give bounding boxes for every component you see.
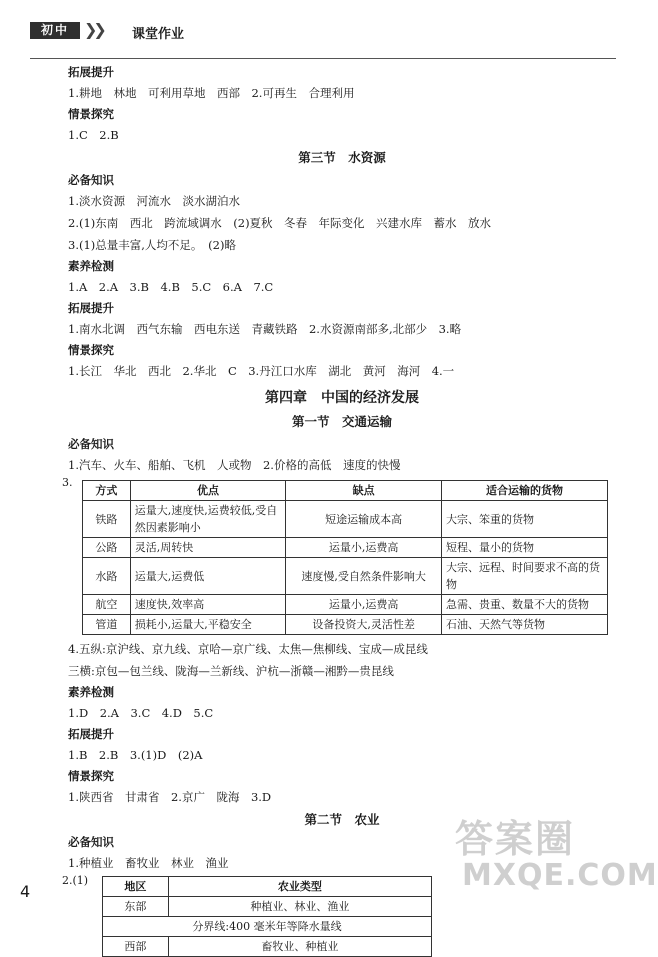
agriculture-table: [102, 876, 432, 957]
section-heading: 必备知识: [68, 173, 114, 187]
section-heading: 拓展提升: [68, 65, 114, 79]
table-cell: 损耗小,运量大,平稳安全: [130, 615, 286, 635]
section-heading: 素养检测: [68, 259, 114, 273]
answer-line: 1.B 2.B 3.(1)D (2)A: [68, 748, 203, 762]
table-row: [83, 538, 608, 558]
answer-lines-top: [68, 62, 616, 476]
answer-line: 1.C 2.B: [68, 128, 119, 142]
answer-line: 3.(1)总量丰富,人均不足。 (2)略: [68, 238, 236, 252]
answer-line: 1.陕西省 甘肃省 2.京广 陇海 3.D: [68, 790, 272, 804]
question-number: 3.: [62, 476, 73, 489]
page-header: [30, 20, 616, 40]
section-heading: 必备知识: [68, 437, 114, 451]
section-heading: 拓展提升: [68, 727, 114, 741]
section-heading: 拓展提升: [68, 301, 114, 315]
page-number: 4: [20, 882, 31, 901]
table-header-cell: 适合运输的货物: [441, 481, 607, 501]
table-cell: 设备投资大,灵活性差: [286, 615, 442, 635]
answer-line: 1.耕地 林地 可利用草地 西部 2.可再生 合理利用: [68, 86, 355, 100]
table-row: [83, 501, 608, 538]
table-cell: 运量大,速度快,运费较低,受自然因素影响小: [130, 501, 286, 538]
chapter-title: 第四章 中国的经济发展: [265, 390, 419, 406]
section-heading: 情景探究: [68, 343, 114, 357]
section-title: 第三节 水资源: [298, 150, 386, 165]
table-header-cell: 优点: [130, 481, 286, 501]
table-cell: 运量大,运费低: [130, 558, 286, 595]
table-cell: 短途运输成本高: [286, 501, 442, 538]
table-cell: 大宗、笨重的货物: [441, 501, 607, 538]
table-row: [103, 917, 432, 937]
table-header-row: [103, 877, 432, 897]
table-cell: 西部: [103, 937, 169, 957]
divider-cell: 分界线:400 毫米年等降水量线: [103, 917, 432, 937]
answer-line: 1.D 2.A 3.C 4.D 5.C: [68, 706, 214, 720]
table-row: [83, 595, 608, 615]
answer-line: 1.A 2.A 3.B 4.B 5.C 6.A 7.C: [68, 280, 274, 294]
watermark-logo: 答案圈: [455, 817, 576, 861]
table-cell: 速度快,效率高: [130, 595, 286, 615]
table-row: [103, 937, 432, 957]
table-cell: 铁路: [83, 501, 131, 538]
answer-line: 1.淡水资源 河流水 淡水湖泊水: [68, 194, 240, 208]
table-header-cell: 缺点: [286, 481, 442, 501]
table-cell: 管道: [83, 615, 131, 635]
header-tag: 初中: [30, 22, 80, 39]
section-heading: 情景探究: [68, 769, 114, 783]
table-cell: 运量小,运费高: [286, 538, 442, 558]
table-cell: 公路: [83, 538, 131, 558]
answer-line: 4.五纵:京沪线、京九线、京哈—京广线、太焦—焦柳线、宝成—成昆线: [68, 642, 428, 656]
answer-line: 1.汽车、火车、船舶、飞机 人或物 2.价格的高低 速度的快慢: [68, 458, 401, 472]
question-number: 2.(1): [62, 874, 89, 887]
table-cell: 石油、天然气等货物: [441, 615, 607, 635]
table-header-row: [83, 481, 608, 501]
transport-table: [82, 480, 608, 635]
answer-line: 2.(1)东南 西北 跨流域调水 (2)夏秋 冬春 年际变化 兴建水库 蓄水 放水: [68, 216, 492, 230]
section-title: 第二节 农业: [304, 812, 380, 827]
section-title: 第一节 交通运输: [291, 414, 392, 429]
table-cell: 灵活,周转快: [130, 538, 286, 558]
table-row: [83, 615, 608, 635]
section-heading: 素养检测: [68, 685, 114, 699]
transport-table-block: [62, 476, 616, 638]
table-row: [83, 558, 608, 595]
table-cell: 水路: [83, 558, 131, 595]
table-cell: 航空: [83, 595, 131, 615]
answer-line: 三横:京包—包兰线、陇海—兰新线、沪杭—浙赣—湘黔—贵昆线: [68, 664, 394, 678]
header-divider: [30, 58, 616, 59]
table-header-cell: 农业类型: [168, 877, 431, 897]
section-heading: 情景探究: [68, 107, 114, 121]
table-cell: 种植业、林业、渔业: [168, 897, 431, 917]
answer-line: 1.南水北调 西气东输 西电东送 青藏铁路 2.水资源南部多,北部少 3.略: [68, 322, 462, 336]
table-cell: 运量小,运费高: [286, 595, 442, 615]
table-cell: 大宗、远程、时间要求不高的货物: [441, 558, 607, 595]
watermark-url: MXQE.COM: [462, 858, 658, 893]
table-cell: 急需、贵重、数量不大的货物: [441, 595, 607, 615]
table-cell: 速度慢,受自然条件影响大: [286, 558, 442, 595]
table-cell: 畜牧业、种植业: [168, 937, 431, 957]
section-heading: 必备知识: [68, 835, 114, 849]
chevron-right-icon: ❯❯: [84, 20, 103, 39]
answer-line: 1.种植业 畜牧业 林业 渔业: [68, 856, 229, 870]
header-title: 课堂作业: [132, 27, 185, 42]
table-row: [103, 897, 432, 917]
table-cell: 东部: [103, 897, 169, 917]
table-cell: 短程、量小的货物: [441, 538, 607, 558]
answer-line: 1.长江 华北 西北 2.华北 C 3.丹江口水库 湖北 黄河 海河 4.一: [68, 364, 455, 378]
table-header-cell: 地区: [103, 877, 169, 897]
table-header-cell: 方式: [83, 481, 131, 501]
